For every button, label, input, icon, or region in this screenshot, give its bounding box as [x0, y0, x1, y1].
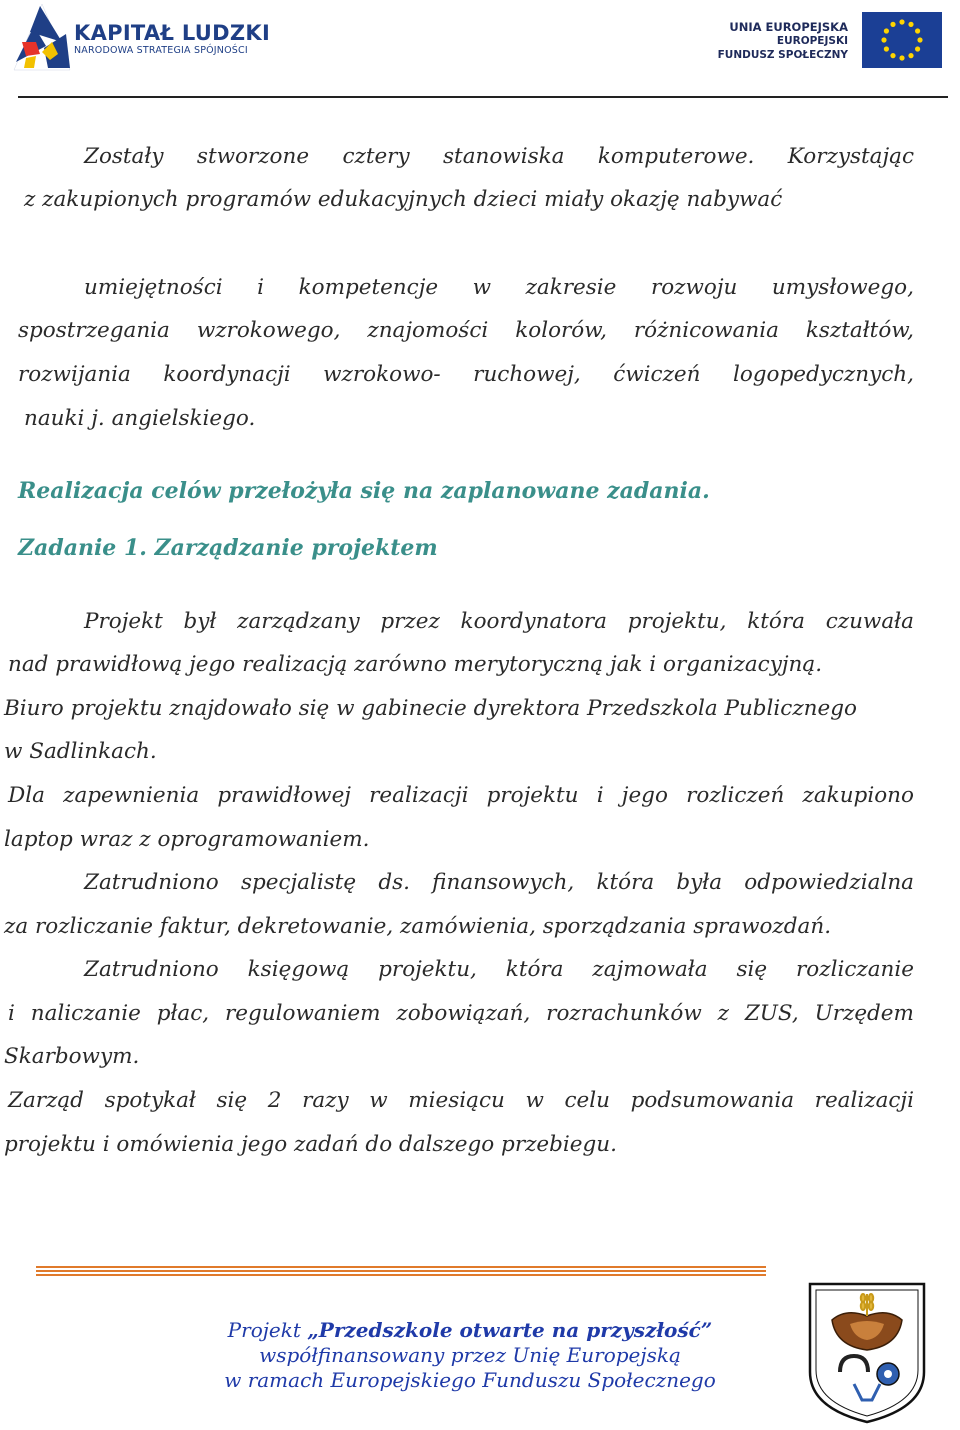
p3-line-1: [84, 607, 914, 637]
word: księgową: [247, 957, 350, 982]
word: ZUS,: [744, 1001, 799, 1026]
footer-project-info: [150, 1318, 790, 1393]
word: projektu,: [378, 957, 477, 982]
word: znajomości: [367, 318, 489, 343]
word: wzrokowego,: [196, 318, 341, 343]
heading-realizacja: Realizacja celów przełożyła się na zaplanowane zadania.: [18, 478, 710, 504]
p2-line-3: [18, 360, 914, 390]
p4-line-2: laptop wraz z oprogramowaniem.: [4, 827, 370, 852]
word: zajmowała: [592, 957, 708, 982]
word: był: [183, 609, 217, 634]
header-divider: [18, 96, 948, 98]
word: rozliczeń: [686, 783, 785, 808]
word: umysłowego,: [771, 275, 914, 300]
p3-line-4: w Sadlinkach.: [4, 739, 157, 764]
eu-line-2: EUROPEJSKI: [776, 35, 848, 47]
kapital-ludzki-subtitle: NARODOWA STRATEGIA SPÓJNOŚCI: [74, 45, 248, 56]
word: czuwała: [825, 609, 914, 634]
word: płac,: [156, 1001, 210, 1026]
word: realizacji: [369, 783, 469, 808]
municipal-crest-icon: [806, 1280, 928, 1426]
word: i: [8, 1001, 15, 1026]
word: Zatrudniono: [84, 870, 219, 895]
p2-line-2: [18, 316, 914, 346]
word: projektu: [486, 783, 579, 808]
word: była: [676, 870, 723, 895]
word: wzrokowo-: [323, 362, 441, 387]
word: razy: [302, 1088, 349, 1113]
word: kształtów,: [805, 318, 914, 343]
word: zakupiono: [802, 783, 914, 808]
p6-line-3: Skarbowym.: [4, 1044, 140, 1069]
word: zakresie: [525, 275, 617, 300]
word: logopedycznych,: [732, 362, 914, 387]
word: która: [747, 609, 805, 634]
footer-stripes: [36, 1266, 766, 1280]
eu-logo-text: [718, 20, 848, 62]
word: finansowych,: [432, 870, 575, 895]
word: rozwoju: [650, 275, 738, 300]
word: komputerowe.: [597, 144, 755, 169]
word: różnicowania: [633, 318, 779, 343]
word: 2: [267, 1088, 282, 1113]
word: cztery: [342, 144, 410, 169]
word: stworzone: [196, 144, 310, 169]
footer-line-1: [150, 1318, 790, 1343]
word: ruchowej,: [473, 362, 581, 387]
word: i: [257, 275, 265, 300]
footer-project-prefix: Projekt: [227, 1318, 308, 1342]
word: specjalistę: [240, 870, 357, 895]
word: w: [525, 1088, 544, 1113]
p2-line-4: nauki j. angielskiego.: [24, 406, 256, 431]
p5-line-2: za rozliczanie faktur, dekretowanie, zamówienia, sporządzania sprawozdań.: [4, 914, 832, 939]
word: koordynacji: [163, 362, 291, 387]
p4-line-1: [8, 781, 914, 811]
word: w: [369, 1088, 388, 1113]
word: zapewnienia: [63, 783, 200, 808]
word: się: [216, 1088, 248, 1113]
word: rozrachunków: [546, 1001, 702, 1026]
p3-line-3: Biuro projektu znajdowało się w gabinecie dyrektora Przedszkola Publicznego: [4, 696, 857, 721]
word: Korzystając: [787, 144, 914, 169]
eu-line-1: UNIA EUROPEJSKA: [729, 20, 848, 34]
p1-line-1: [84, 142, 914, 172]
footer-line-2: współfinansowany przez Unię Europejską: [259, 1343, 681, 1367]
word: ćwiczeń: [613, 362, 701, 387]
word: ds.: [378, 870, 410, 895]
word: podsumowania: [630, 1088, 795, 1113]
word: się: [736, 957, 768, 982]
footer-project-name: „Przedszkole otwarte na przyszłość”: [307, 1318, 713, 1342]
word: która: [596, 870, 655, 895]
p2-line-1: [84, 273, 914, 303]
eu-flag-icon: [862, 12, 942, 68]
word: i: [596, 783, 604, 808]
p5-line-1: [84, 868, 914, 898]
word: Zatrudniono: [84, 957, 219, 982]
word: zobowiązań,: [396, 1001, 531, 1026]
word: która: [505, 957, 564, 982]
word: spotykał: [104, 1088, 196, 1113]
word: kompetencje: [298, 275, 439, 300]
footer-line-3: w ramach Europejskiego Funduszu Społecznego: [224, 1368, 716, 1392]
word: jego: [621, 783, 668, 808]
word: umiejętności: [84, 275, 223, 300]
word: Zarząd: [8, 1088, 84, 1113]
word: projektu,: [627, 609, 727, 634]
word: z: [717, 1001, 729, 1026]
word: Zostały: [84, 144, 164, 169]
kapital-ludzki-title: KAPITAŁ LUDZKI: [74, 21, 271, 45]
p7-line-2: projektu i omówienia jego zadań do dalszego przebiegu.: [4, 1132, 617, 1157]
word: kolorów,: [515, 318, 607, 343]
word: stanowiska: [443, 144, 565, 169]
word: celu: [564, 1088, 610, 1113]
p6-line-2: [8, 999, 914, 1029]
word: przez: [380, 609, 440, 634]
word: prawidłowej: [217, 783, 351, 808]
word: regulowaniem: [225, 1001, 381, 1026]
word: rozliczanie: [796, 957, 914, 982]
word: Dla: [8, 783, 45, 808]
word: miesiącu: [408, 1088, 505, 1113]
eu-line-3: FUNDUSZ SPOŁECZNY: [717, 49, 848, 61]
word: rozwijania: [18, 362, 131, 387]
word: w: [472, 275, 492, 300]
p3-line-2: nad prawidłową jego realizacją zarówno merytoryczną jak i organizacyjną.: [8, 652, 823, 677]
p6-line-1: [84, 955, 914, 985]
p1-line-2: z zakupionych programów edukacyjnych dzieci miały okazję nabywać: [24, 187, 783, 212]
word: spostrzegania: [18, 318, 170, 343]
word: zarządzany: [237, 609, 360, 634]
p7-line-1: [8, 1086, 914, 1116]
word: koordynatora: [460, 609, 607, 634]
heading-zadanie-1: Zadanie 1. Zarządzanie projektem: [18, 535, 438, 561]
kapital-ludzki-text: [74, 22, 270, 56]
word: Urzędem: [814, 1001, 914, 1026]
word: realizacji: [814, 1088, 914, 1113]
word: odpowiedzialna: [744, 870, 914, 895]
word: Projekt: [84, 609, 163, 634]
page-header: [0, 0, 960, 100]
word: naliczanie: [30, 1001, 141, 1026]
